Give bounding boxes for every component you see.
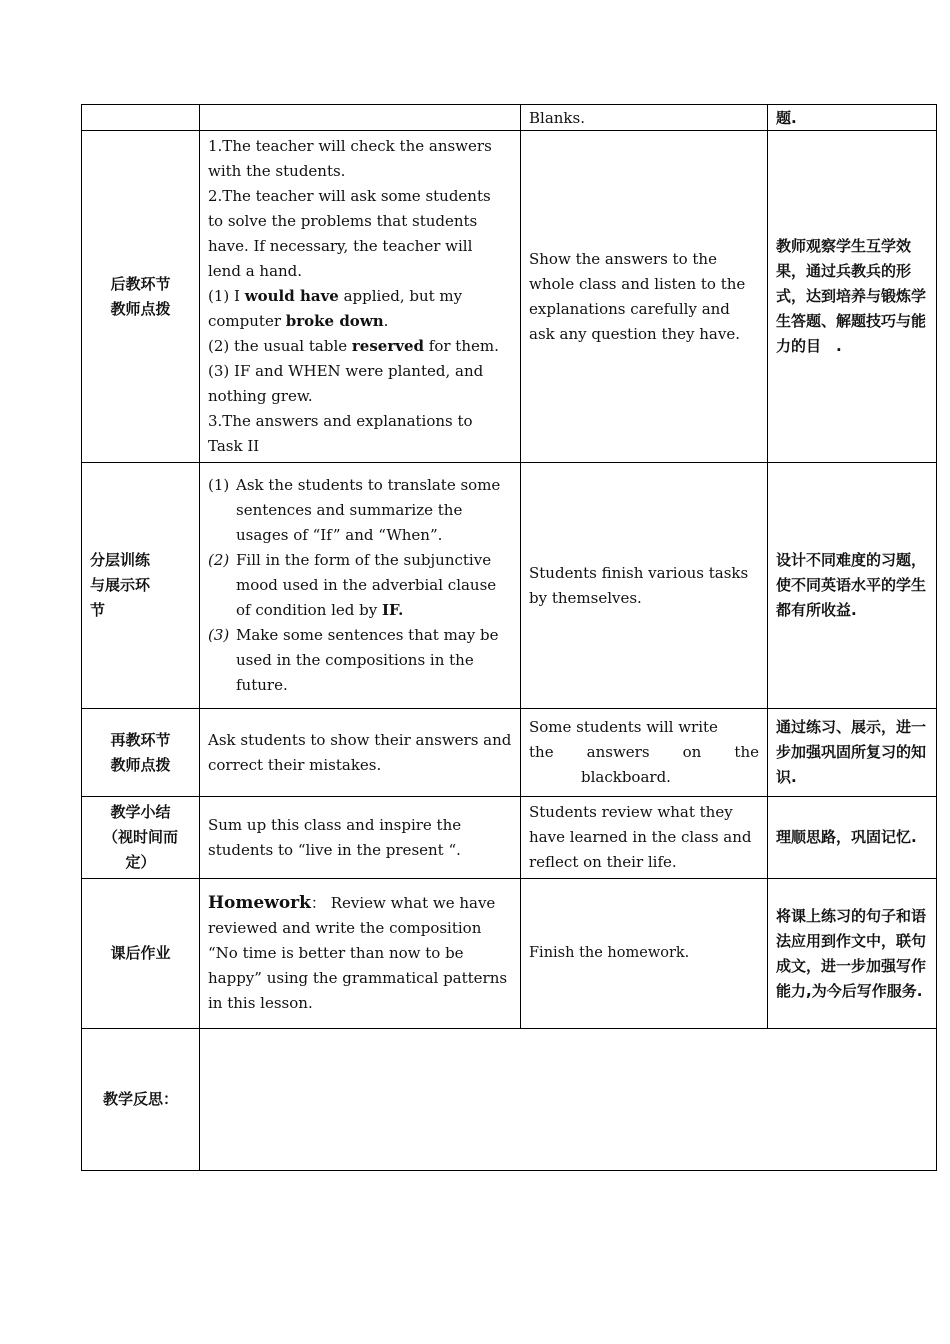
purpose-cell: 理顺思路，巩固记忆. xyxy=(768,797,937,879)
text-line: have. If necessary, the teacher will xyxy=(208,237,473,255)
list-item xyxy=(208,548,512,623)
stage-label-line: 后教环节 xyxy=(110,274,171,293)
table-row xyxy=(82,105,937,131)
stage-cell xyxy=(82,131,200,463)
example-sentence-1 xyxy=(208,284,512,309)
student-activity-cell: Students review what they have learned in the class and reflect on their life. xyxy=(521,797,768,879)
stage-cell xyxy=(82,105,200,131)
table-row xyxy=(82,1029,937,1171)
purpose-cell: 教师观察学生互学效果，通过兵教兵的形式，达到培养与锻炼学生答题、解题技巧与能力的目 . xyxy=(768,131,937,463)
list-item-text: Make some sentences that may be used in the compositions in the future. xyxy=(236,626,499,694)
stage-cell xyxy=(82,709,200,797)
reflection-cell xyxy=(200,1029,937,1171)
bold-fragment: broke down xyxy=(285,312,384,330)
stage-label-line: 教师点拨 xyxy=(110,299,171,318)
task-list xyxy=(208,473,512,698)
student-activity-cell xyxy=(521,709,768,797)
example-sentence-3: (3) IF and WHEN were planted, and xyxy=(208,362,484,380)
bold-fragment: would have xyxy=(244,287,339,305)
stage-label-line: 定） xyxy=(125,853,156,871)
text-line: 2.The teacher will ask some students xyxy=(208,187,491,205)
text-line: 3.The answers and explanations to xyxy=(208,412,473,430)
student-activity-cell: Finish the homework. xyxy=(521,879,768,1029)
stage-label-line: 再教环节 xyxy=(110,730,171,749)
text-line: blackboard. xyxy=(581,768,671,786)
text-fragment: for them. xyxy=(424,337,499,355)
table-row xyxy=(82,131,937,463)
stage-cell xyxy=(82,879,200,1029)
student-activity-cell: Show the answers to the whole class and listen to the explanations carefully and ask any question they have. xyxy=(521,131,768,463)
stage-label-line: 节 xyxy=(90,601,106,619)
list-marker: (2) xyxy=(208,551,230,569)
text-line: lend a hand. xyxy=(208,262,303,280)
table-row xyxy=(82,879,937,1029)
text-line: Task II xyxy=(208,437,260,455)
text-fragment: computer xyxy=(208,312,286,330)
text-fragment: (2) the usual table xyxy=(208,337,352,355)
list-item xyxy=(208,473,512,548)
stage-label-line: 教学小结 xyxy=(110,803,171,821)
table-row xyxy=(82,463,937,709)
text-line: with the students. xyxy=(208,162,346,180)
example-sentence-1-cont xyxy=(208,309,512,334)
text-line: 1.The teacher will check the answers xyxy=(208,137,492,155)
homework-separator: ： xyxy=(310,894,326,912)
stage-cell xyxy=(82,1029,200,1171)
homework-label: Homework xyxy=(208,893,311,913)
text-fragment: (1) I xyxy=(208,287,245,305)
example-sentence-2 xyxy=(208,334,512,359)
stage-label-line: 与展示环 xyxy=(90,576,151,594)
stage-cell xyxy=(82,797,200,879)
teacher-activity-cell: Ask students to show their answers and correct their mistakes. xyxy=(200,709,521,797)
teacher-activity-cell xyxy=(200,131,521,463)
teacher-activity-cell xyxy=(200,463,521,709)
bold-fragment: IF. xyxy=(382,601,404,619)
stage-cell xyxy=(82,463,200,709)
stage-label-line: 分层训练 xyxy=(90,551,151,569)
table-row xyxy=(82,709,937,797)
teacher-activity-cell xyxy=(200,879,521,1029)
homework-text: Review what we have reviewed and write the composition “No time is better than now to be happy” using the grammatical patterns in this lesson. xyxy=(208,894,508,1012)
text-line xyxy=(529,740,759,765)
text-line: Some students will write xyxy=(529,718,718,736)
example-sentence-3-cont: nothing grew. xyxy=(208,387,313,405)
list-marker: (3) xyxy=(208,626,230,644)
teacher-activity-cell xyxy=(200,105,521,131)
text-fragment: . xyxy=(383,312,389,330)
student-activity-cell: Students finish various tasks by themselves. xyxy=(521,463,768,709)
text-fragment: applied, but my xyxy=(338,287,463,305)
purpose-cell: 将课上练习的句子和语法应用到作文中，联句成文，进一步加强写作能力,为今后写作服务. xyxy=(768,879,937,1029)
table-row xyxy=(82,797,937,879)
purpose-cell: 题. xyxy=(768,105,937,131)
student-activity-cell: Blanks. xyxy=(521,105,768,131)
list-item-text: Fill in the form of the subjunctive mood used in the adverbial clause of condition led by xyxy=(236,551,497,619)
lesson-plan-table xyxy=(81,104,937,1171)
stage-label-line: （视时间而 xyxy=(102,828,178,846)
text-line: to solve the problems that students xyxy=(208,212,478,230)
purpose-cell: 设计不同难度的习题，使不同英语水平的学生都有所收益. xyxy=(768,463,937,709)
list-marker: (1) xyxy=(208,476,230,494)
stage-label-line: 教师点拨 xyxy=(110,755,171,774)
list-item xyxy=(208,623,512,698)
stage-label-line: 教学反思： xyxy=(102,1090,178,1108)
stage-label-line: 课后作业 xyxy=(110,944,171,962)
list-item-text: Ask the students to translate some sentences and summarize the usages of “If” and “When”. xyxy=(236,476,501,544)
justified-text: the answers on the xyxy=(529,743,759,761)
teacher-activity-cell: Sum up this class and inspire the students to “live in the present “. xyxy=(200,797,521,879)
purpose-cell: 通过练习、展示，进一步加强巩固所复习的知识. xyxy=(768,709,937,797)
bold-fragment: reserved xyxy=(351,337,424,355)
